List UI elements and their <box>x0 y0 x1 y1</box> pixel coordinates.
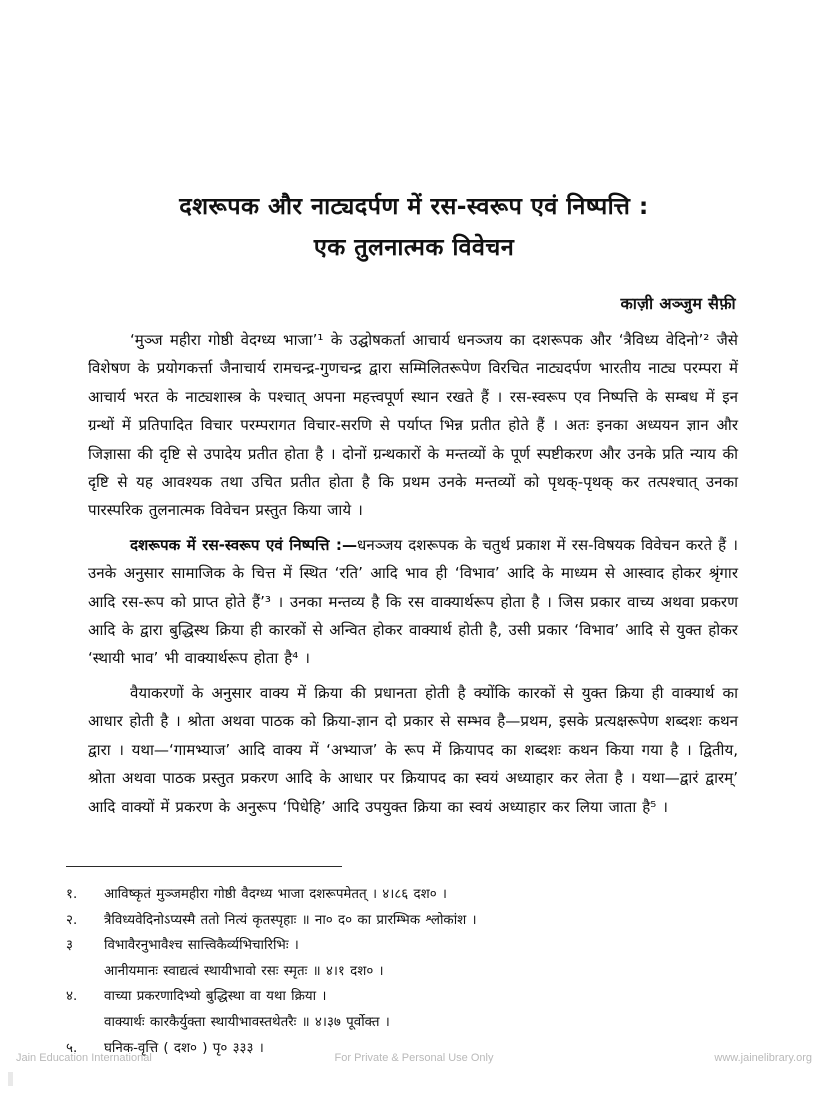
footnote-item <box>66 933 726 959</box>
author-byline: काज़ी अञ्जुम सैफ़ी <box>620 294 736 313</box>
footnote-item-continuation <box>66 1010 726 1036</box>
footer-organization: Jain Education International <box>16 1052 152 1064</box>
footer-website[interactable]: www.jainelibrary.org <box>714 1052 812 1064</box>
paragraph-1: ‘मुञ्ज महीरा गोष्ठी वेदग्ध्य भाजा’¹ के उद्घोषकर्ता आचार्य धनञ्जय का दशरूपक और ‘त्रैविध्य वेदिनो’² जैसे विशेषण के प्रयोगकर्त्ता जैनाचार्य रामचन्द्र-गुणचन्द्र द्वारा सम्मिलितरूपेण विरचित नाट्यदर्पण भारतीय नाट्य परम्परा में आचार्य भरत के नाट्यशास्त्र के पश्चात् अपना महत्त्वपूर्ण स्थान रखते हैं । रस-स्वरूप एव निष्पत्ति के सम्बध में इन ग्रन्थों में प्रतिपादित विचार परम्परागत विचार-सरणि से पर्याप्त भिन्न प्रतीत होते हैं । अतः इनका अध्ययन ज्ञान और जिज्ञासा की दृष्टि से उपादेय प्रतीत होता है । दोनों ग्रन्थकारों के मन्तव्यों के पूर्ण स्पष्टीकरण और उनके प्रति न्याय की दृष्टि से यह आवश्यक तथा उचित प्रतीत होता है कि प्रथम उनके मन्तव्यों को पृथक्-पृथक् कर तत्पश्चात् उनका पारस्परिक तुलनात्मक विवेचन प्रस्तुत किया जाये । <box>88 331 738 520</box>
footnote-text: आविष्कृतं मुञ्जमहीरा गोष्ठी वैदग्ध्य भाजा दशरूपमेतत् । ४।८६ दश० । <box>104 887 448 902</box>
title-line-2: एक तुलनात्मक विवेचन <box>313 233 515 261</box>
footnote-number: ४. <box>66 989 78 1005</box>
paragraph-2 <box>88 531 738 673</box>
footnote-number: १. <box>66 887 78 902</box>
paragraph-2-lead-in: दशरूपक में रस-स्वरूप एवं निष्पत्ति :— <box>130 535 358 554</box>
footnote-text: त्रैविध्यवेदिनोऽप्यस्मै ततो नित्यं कृतस्पृहाः ॥ ना० द० का प्रारम्भिक श्लोकांश । <box>104 912 477 928</box>
body-text-column <box>88 326 738 827</box>
footnote-text: आनीयमानः स्वाद्यत्वं स्थायीभावो रसः स्मृतः ॥ ४।१ दश० । <box>104 963 384 979</box>
footnote-number: ५. <box>66 1040 78 1056</box>
footnote-number: २. <box>66 912 78 928</box>
footnote-number: ३ <box>66 938 73 954</box>
footnote-separator-rule <box>66 866 342 867</box>
footnote-item <box>66 882 726 908</box>
page-title <box>88 186 740 268</box>
footnote-text: विभावैरनुभावैश्च सात्त्विकैर्व्यभिचारिभिः । <box>104 938 299 954</box>
footnote-item <box>66 908 726 934</box>
scan-artifact <box>8 1072 13 1086</box>
footnote-text: वाक्यार्थः कारकैर्युक्ता स्थायीभावस्तथेतरैः ॥ ४।३७ पूर्वोक्त । <box>104 1014 390 1030</box>
paragraph-2-body: धनञ्जय दशरूपक के चतुर्थ प्रकाश में रस-विषयक विवेचन करते हैं । उनके अनुसार सामाजिक के चित्त में स्थित ‘रति’ आदि भाव ही ‘विभाव’ आदि के माध्यम से आस्वाद होकर श्रृंगार आदि रस-रूप को प्राप्त होते हैं’³ । उनका मन्तव्य है कि रस वाक्यार्थरूप होता है । जिस प्रकार वाच्य अथवा प्रकरण आदि के द्वारा बुद्धिस्थ क्रिया ही कारकों से अन्वित होकर वाक्यार्थ होती है, उसी प्रकार ‘विभाव’ आदि से युक्त होकर ‘स्थायी भाव’ भी वाक्यार्थरूप होता है⁴ । <box>88 535 738 668</box>
footer-usage-notice: For Private & Personal Use Only <box>334 1052 494 1064</box>
footnote-text: वाच्या प्रकरणादिभ्यो बुद्धिस्था वा यथा क्रिया । <box>104 989 327 1005</box>
footnote-list <box>66 882 726 1061</box>
paragraph-3: वैयाकरणों के अनुसार वाक्य में क्रिया की प्रधानता होती है क्योंकि कारकों से युक्त क्रिया ही वाक्यार्थ का आधार होती है । श्रोता अथवा पाठक को क्रिया-ज्ञान दो प्रकार से सम्भव है—प्रथम, इसके प्रत्यक्षरूपेण शब्दशः कथन द्वारा । यथा—‘गामभ्याज’ आदि वाक्य में ‘अभ्याज’ के रूप में क्रियापद का शब्दशः कथन किया गया है । द्वितीय, श्रोता अथवा पाठक प्रस्तुत प्रकरण आदि के आधार पर क्रियापद का स्वयं अध्याहार कर लेता है । यथा—द्वारं द्वारम्’ आदि वाक्यों में प्रकरण के अनुरूप ‘पिधेहि’ आदि उपयुक्त क्रिया का स्वयं अध्याहार कर लिया जाता है⁵ । <box>88 683 738 816</box>
title-line-1: दशरूपक और नाट्यदर्पण में रस-स्वरूप एवं निष्पत्ति : <box>179 192 649 220</box>
footnote-item <box>66 984 726 1010</box>
footnote-item-continuation <box>66 959 726 985</box>
footnote-text: घनिक-वृत्ति ( दश० ) पृ० ३३३ । <box>104 1040 264 1056</box>
